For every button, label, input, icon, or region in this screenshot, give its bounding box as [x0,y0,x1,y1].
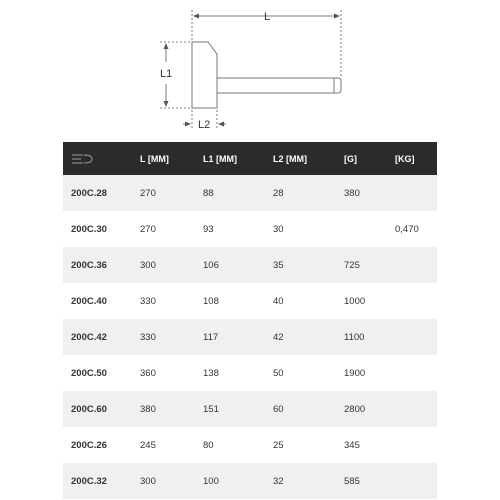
cell-kg [395,355,437,391]
cell-l1: 88 [203,175,273,211]
cell-ref: 200C.50 [63,355,140,391]
cell-g: 725 [344,247,395,283]
table-header-row [63,142,437,175]
cell-l: 380 [140,391,203,427]
cell-l2: 35 [273,247,344,283]
cell-kg [395,427,437,463]
cell-l: 360 [140,355,203,391]
hammer-drawing [192,42,341,108]
table-row [63,211,437,247]
cell-ref: 200C.30 [63,211,140,247]
table-row [63,319,437,355]
dimension-l-label: L [264,11,271,23]
cell-ref: 200C.40 [63,283,140,319]
cell-l: 330 [140,319,203,355]
header-kg: [KG] [395,142,437,175]
cell-l: 270 [140,175,203,211]
cell-ref: 200C.36 [63,247,140,283]
cell-l1: 117 [203,319,273,355]
header-l1: L1 [MM] [203,142,273,175]
cell-l: 270 [140,211,203,247]
cell-g: 1000 [344,283,395,319]
cell-g: 2800 [344,391,395,427]
table-row [63,427,437,463]
cell-g: 1900 [344,355,395,391]
cell-ref: 200C.60 [63,391,140,427]
cell-l2: 32 [273,463,344,499]
cell-l1: 100 [203,463,273,499]
cell-kg [395,463,437,499]
table-row [63,355,437,391]
cell-ref: 200C.32 [63,463,140,499]
cell-kg [395,283,437,319]
cell-l2: 60 [273,391,344,427]
specification-table [63,142,437,499]
cell-l1: 93 [203,211,273,247]
header-brand [63,142,140,175]
hammer-handle [217,78,341,93]
header-l: L [MM] [140,142,203,175]
facom-logo-icon [71,154,93,164]
cell-ref: 200C.28 [63,175,140,211]
cell-l2: 40 [273,283,344,319]
cell-g: 380 [344,175,395,211]
cell-l: 330 [140,283,203,319]
cell-ref: 200C.26 [63,427,140,463]
cell-kg [395,319,437,355]
header-g: [G] [344,142,395,175]
cell-l1: 108 [203,283,273,319]
dimension-l1-label: L1 [160,68,173,80]
cell-kg: 0,470 [395,211,437,247]
cell-g: 585 [344,463,395,499]
table-row [63,175,437,211]
cell-l2: 25 [273,427,344,463]
cell-l2: 30 [273,211,344,247]
cell-g: 345 [344,427,395,463]
table-row [63,391,437,427]
dimension-l2-label: L2 [198,119,211,131]
header-l2: L2 [MM] [273,142,344,175]
cell-l: 245 [140,427,203,463]
cell-l1: 138 [203,355,273,391]
cell-l1: 106 [203,247,273,283]
cell-l: 300 [140,247,203,283]
cell-l2: 50 [273,355,344,391]
cell-kg [395,175,437,211]
table-row [63,283,437,319]
cell-l: 300 [140,463,203,499]
cell-l1: 151 [203,391,273,427]
table-row [63,247,437,283]
cell-ref: 200C.42 [63,319,140,355]
cell-g: 1100 [344,319,395,355]
cell-l2: 42 [273,319,344,355]
hammer-head [192,42,217,108]
cell-kg [395,247,437,283]
hammer-dimension-diagram [0,0,500,140]
cell-g [344,211,395,247]
cell-l1: 80 [203,427,273,463]
cell-l2: 28 [273,175,344,211]
table-row [63,463,437,499]
cell-kg [395,391,437,427]
